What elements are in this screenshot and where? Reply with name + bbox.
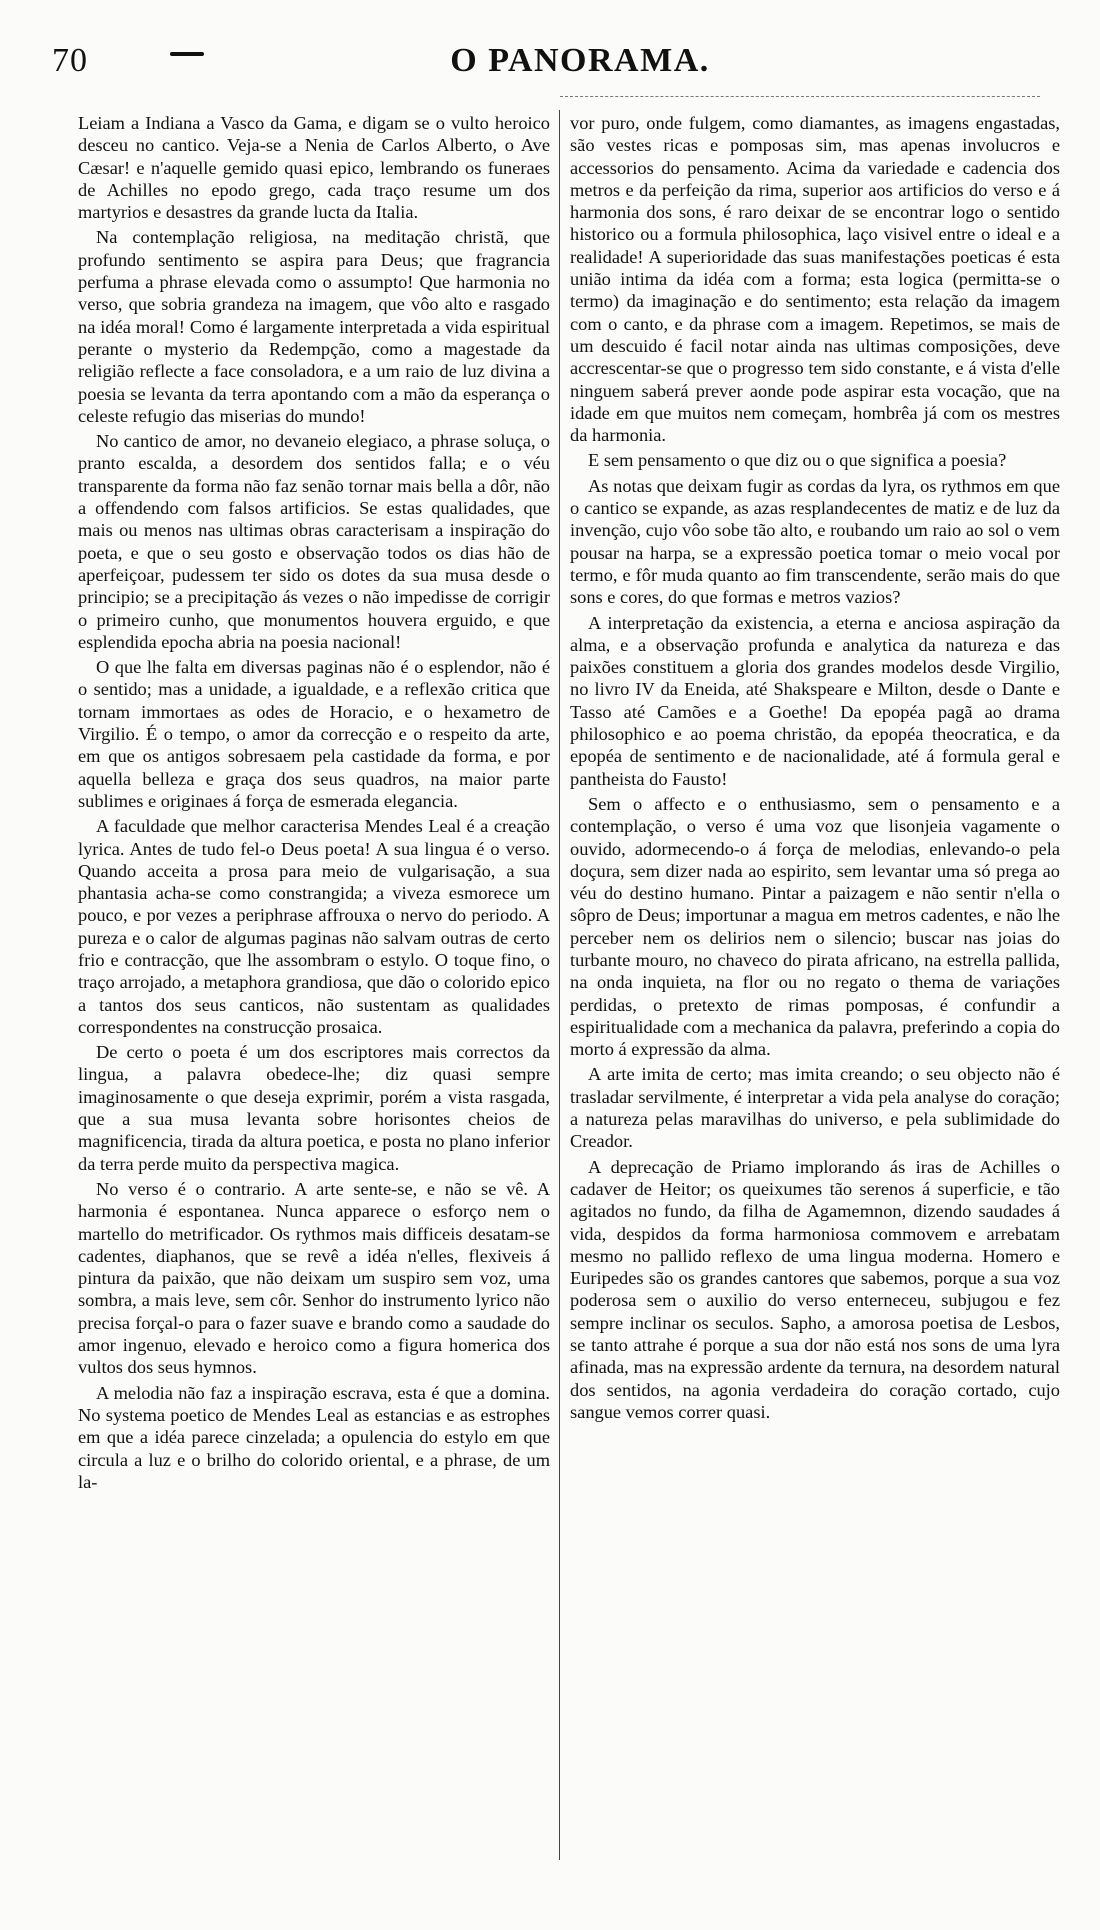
page-number: 70 (52, 42, 88, 79)
paragraph: E sem pensamento o que diz ou o que significa a poesia? (588, 450, 1007, 471)
journal-title: O PANORAMA. (450, 42, 710, 79)
paragraph: Sem o affecto e o enthusiasmo, sem o pensamento e a contemplação, o verso é uma voz que lisonjeia vagamente o ouvido, adormecendo-o á força de melodias, enlevando-o pela doçura, sem dizer nada ao espirito, sem levantar uma só prega ao véu do destino humano. Pintar a paizagem e não sentir n'ella o sôpro de Deus; importunar a magua em metros cadentes, e não lhe perceber nem os delirios nem o silencio; buscar nas joias do turbante mouro, no chaveco do pirata africano, na estrella pallida, na onda inquieta, na flor ou no regato o thema de variações perdidas, o pretexto de rimas pomposas, é confundir a espiritualidade com a mechanica da palavra, preferindo a copia do morto á expressão da alma. (570, 793, 1060, 1060)
header-rule (560, 96, 1040, 97)
paragraph: A deprecação de Priamo implorando ás iras de Achilles o cadaver de Heitor; os queixumes tão serenos á superficie, e tão agitados no fundo, da filha de Agamemnon, dizendo saudades á vida, despidos da forma harmoniosa commovem e arrebatam mesmo no pallido reflexo de uma lingua moderna. Homero e Euripedes são os grandes cantores que sabemos, porque a sua voz poderosa sem o auxilio do verso enterneceu, subjugou e fez sempre inclinar os seculos. Sapho, a amorosa poetisa de Lesbos, se tanto attrahe é porque a sua dor não está nos sons de uma lyra afinada, mas na expressão ardente da ternura, na desordem natural dos sentidos, na agonia verdadeira do coração cortado, cujo sangue vemos correr quasi. (570, 1156, 1060, 1422)
paragraph: O que lhe falta em diversas paginas não é o esplendor, não é o sentido; mas a unidade, a igualdade, e a reflexão critica que tornam immortaes as odes de Horacio, e o hexametro de Virgilio. É o tempo, o amor da correcção e o respeito da arte, em que os antigos sobresaem pela castidade da forma, e por aquella belleza e graça dos seus quadros, na maior parte sublimes e originaes á força de esmerada elegancia. (78, 657, 550, 811)
paragraph: A faculdade que melhor caracterisa Mendes Leal é a creação lyrica. Antes de tudo fel-o Deus poeta! A sua lingua é o verso. Quando acceita a prosa para meio de vulgarisação, a sua phantasia acha-se como constrangida; a viveza esmorece um pouco, e por vezes a periphrase affrouxa o nervo do periodo. A pureza e o calor de algumas paginas não salvam outras de certo frio e contracção, que lhe assombram o estylo. O toque fino, o traço arrojado, a metaphora grandiosa, que dão o colorido epico a tantos dos seus canticos, não sustentam as qualidades correspondentes na construcção prosaica. (78, 816, 550, 1037)
paragraph: No verso é o contrario. A arte sente-se, e não se vê. A harmonia é espontanea. Nunca apparece o esforço nem o martello do metrificador. Os rythmos mais difficeis desatam-se cadentes, diaphanos, que se revê a idéa n'elles, flexiveis á pintura da paixão, que não deixam um suspiro sem voz, uma sombra, a mais leve, sem côr. Senhor do instrumento lyrico não precisa forçal-o para o fazer suave e brando como a saudade do amor ingenuo, elevado e heroico como a figura homerica dos vultos dos seus hymnos. (78, 1178, 550, 1378)
paragraph: vor puro, onde fulgem, como diamantes, as imagens engastadas, são vestes ricas e pomposas sim, mas apenas involucros e accessorios do pensamento. Acima da variedade e cadencia dos metros e da perfeição da rima, superior aos artificios do verso e á harmonia dos sons, é raro deixar de se encontrar logo o sentido historico ou a formula philosophica, laço visivel entre o ideal e a realidade! A superioridade das suas manifestações poeticas é esta união intima da idéa com a forma; esta logica (permitta-se o termo) da imaginação e do sentimento; esta relação da imagem com o canto, e da phrase com a imagem. Repetimos, se mais de um descuido é facil notar ainda nas ultimas composições, deve accrescentar-se que o progresso tem sido constante, e á vista d'elle ninguem saberá prever aonde pode aspirar esta vocação, que na idade em que muitos nem começam, hombrêa já com os mestres da harmonia. (570, 113, 1060, 446)
paragraph: No cantico de amor, no devaneio elegiaco, a phrase soluça, o pranto escalda, a desordem dos sentidos falla; e o véu transparente da forma não faz senão tornar mais bella a dôr, não a offendendo com falsos artificios. Se estas qualidades, que mais ou menos nas ultimas obras caracterisam a inspiração do poeta, e que o seu gosto e observação todos os dias hão de aperfeiçoar, pudessem ter sido os dotes da sua musa desde o principio; se a precipitação ás vezes o não impedisse de corrigir o primeiro cunho, que monumentos houvera erguido, e que esplendida epocha abria na poesia nacional! (78, 431, 550, 652)
left-column (78, 112, 550, 1862)
right-column (570, 112, 1060, 1862)
paragraph: De certo o poeta é um dos escriptores mais correctos da lingua, a palavra obedece-lhe; diz quasi sempre imaginosamente o que deseja exprimir, porém a vista rasgada, que a sua musa levanta sobre horisontes cheios de magnificencia, tirada da altura poetica, e posta no plano inferior da terra perde muito da perspectiva magica. (78, 1042, 550, 1174)
page-header (40, 38, 1060, 84)
paragraph: Na contemplação religiosa, na meditação christã, que profundo sentimento se aspira para Deus; que fragrancia perfuma a phrase elevada como o assumpto! Que harmonia no verso, que sobria grandeza na imagem, que vôo alto e rasgado na idéa moral! Como é largamente interpretada a vida espiritual perante o mysterio da Redempção, como a magestade da religião reflecte a face consoladora, e a um raio de luz divina a poesia se levanta da terra apontando com a mão da esperança o celeste refugio das miserias do mundo! (78, 227, 550, 426)
column-separator (559, 110, 560, 1860)
paragraph: Leiam a Indiana a Vasco da Gama, e digam se o vulto heroico desceu no cantico. Veja-se a Nenia de Carlos Alberto, o Ave Cæsar! e n'aquelle gemido quasi epico, lembrando os funeraes de Achilles no epodo grego, cada traço resume um dos martyrios e desastres da grande lucta da Italia. (78, 113, 550, 223)
paragraph: A interpretação da existencia, a eterna e anciosa aspiração da alma, e a observação profunda e analytica da natureza e das paixões constituem a gloria dos grandes modelos desde Virgilio, no livro IV da Eneida, até Shakspeare e Milton, desde o Dante e Tasso até Camões e a Goethe! Da epopéa pagã ao drama philosophico e ao poema christão, da epopéa theocratica, e da epopéa de sentimento e de nacionalidade, até á formula geral e pantheista do Fausto! (570, 612, 1060, 789)
paragraph: A melodia não faz a inspiração escrava, esta é que a domina. No systema poetico de Mendes Leal as estancias e as estrophes em que a idéa parece cinzelada; a opulencia do estylo em que circula a luz e o brilho do colorido oriental, e a phrase, de um la- (78, 1382, 550, 1492)
paragraph: As notas que deixam fugir as cordas da lyra, os rythmos em que o cantico se expande, as azas resplandecentes de matiz e de luz da invenção, cujo vôo sobe tão alto, e roubando um raio ao sol o vem pousar na harpa, se a expressão poetica tomar o meio vocal por termo, e fôr muda quanto ao fim transcendente, serão mais do que sons e cores, do que formas e metros vazios? (570, 475, 1060, 608)
paragraph: A arte imita de certo; mas imita creando; o seu objecto não é trasladar servilmente, é interpretar a vida pela analyse do coração; a natureza pelas maravilhas do universo, e pela sublimidade do Creador. (570, 1064, 1060, 1152)
